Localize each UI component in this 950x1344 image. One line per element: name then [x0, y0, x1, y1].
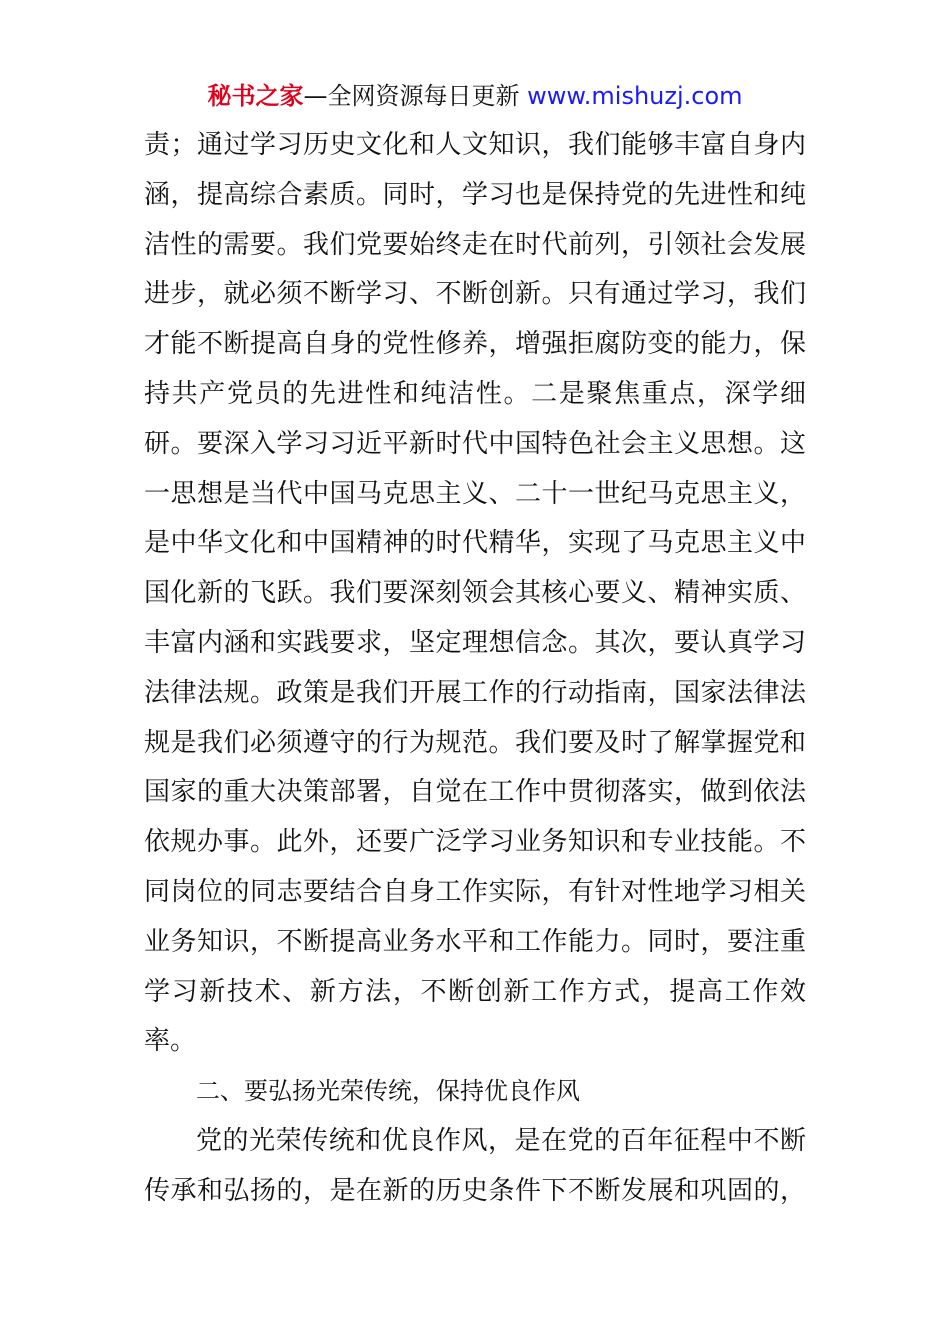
text-line: 率。 [144, 1026, 197, 1057]
site-brand: 秘书之家 [207, 82, 304, 110]
text-line: 一思想是当代中国马克思主义、二十一世纪马克思主义， [144, 478, 806, 509]
text-line: 依规办事。此外，还要广泛学习业务知识和专业技能。不 [144, 827, 806, 858]
text-line: 传承和弘扬的，是在新的历史条件下不断发展和巩固的， [144, 1175, 806, 1206]
text-line: 持共产党员的先进性和纯洁性。二是聚焦重点，深学细 [144, 378, 806, 409]
text-line: 丰富内涵和实践要求，坚定理想信念。其次，要认真学习 [144, 627, 806, 658]
text-line: 责；通过学习历史文化和人文知识，我们能够丰富自身内 [144, 130, 806, 160]
text-line: 才能不断提高自身的党性修养，增强拒腐防变的能力，保 [144, 329, 806, 360]
page-header [0, 80, 950, 112]
text-line: 涵，提高综合素质。同时，学习也是保持党的先进性和纯 [144, 179, 806, 210]
text-line: 是中华文化和中国精神的时代精华，实现了马克思主义中 [144, 528, 806, 559]
text-line: 法律法规。政策是我们开展工作的行动指南，国家法律法 [144, 677, 806, 708]
site-url: www.mishuzj.com [527, 82, 743, 110]
text-line: 学习新技术、新方法，不断创新工作方式，提高工作效 [144, 976, 806, 1007]
paragraph-first-line: 党的光荣传统和优良作风，是在党的百年征程中不断 [196, 1125, 806, 1156]
document-body [144, 121, 806, 1217]
text-line: 国化新的飞跃。我们要深刻领会其核心要义、精神实质、 [144, 578, 806, 609]
text-line: 进步，就必须不断学习、不断创新。只有通过学习，我们 [144, 279, 806, 310]
section-heading: 二、要弘扬光荣传统，保持优良作风 [196, 1077, 580, 1106]
text-line: 规是我们必须遵守的行为规范。我们要及时了解掌握党和 [144, 727, 806, 758]
text-line: 业务知识，不断提高业务水平和工作能力。同时，要注重 [144, 926, 806, 957]
text-line: 同岗位的同志要结合自身工作实际，有针对性地学习相关 [144, 876, 806, 907]
text-line: 国家的重大决策部署，自觉在工作中贯彻落实，做到依法 [144, 777, 806, 808]
text-line: 洁性的需要。我们党要始终走在时代前列，引领社会发展 [144, 229, 806, 260]
site-tagline: —全网资源每日更新 [303, 82, 528, 110]
text-line: 研。要深入学习习近平新时代中国特色社会主义思想。这 [144, 428, 806, 459]
